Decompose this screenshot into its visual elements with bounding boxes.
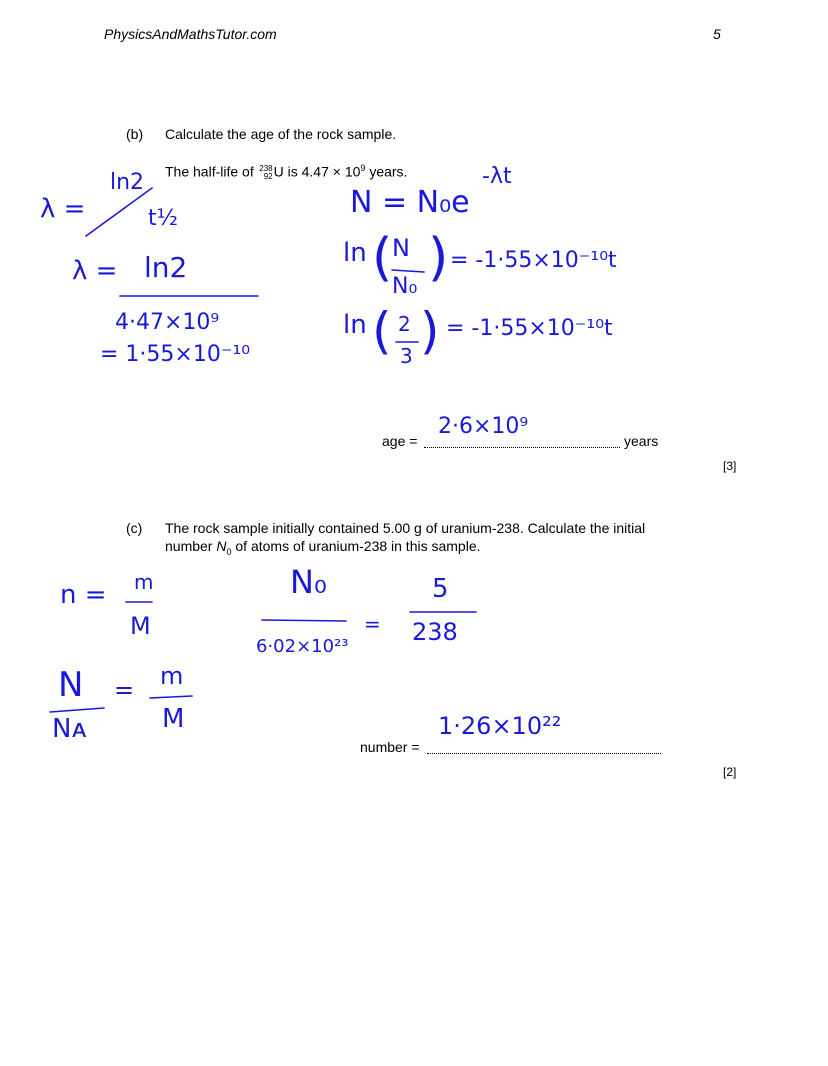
hw-calc-eq: = [364, 612, 381, 636]
number-label: number = [360, 739, 420, 755]
hw-N-eq-den: Nᴀ [52, 714, 87, 744]
hw-log-paren-close: ) [428, 228, 449, 288]
part-c-marks: [2] [723, 765, 737, 779]
hw-n-eq-lhs: n = [60, 580, 107, 610]
halflife-prefix: The half-life of [165, 163, 254, 180]
hw-N-eq-num: N [58, 665, 84, 705]
hw-log-paren-open: ( [372, 228, 393, 288]
hw-logsub-lhs: ln [343, 310, 367, 340]
age-label: age = [382, 433, 418, 449]
part-c-label: (c) [126, 520, 143, 536]
hw-calc-rnum: 5 [432, 574, 449, 604]
hw-logsub-num: 2 [398, 312, 411, 336]
part-b-question: Calculate the age of the rock sample. [165, 126, 397, 142]
hw-fraction-line-N-right [150, 696, 192, 698]
hw-age-answer: 2·6×10⁹ [438, 414, 529, 439]
hw-n-eq-num: m [134, 570, 154, 594]
part-c-q2-sub: 0 [226, 546, 232, 557]
hw-logsub-paren-close: ) [420, 302, 440, 360]
hw-log-lhs: ln [343, 238, 367, 268]
nuclide-atomic: 92 [263, 171, 273, 181]
hw-lambda2-num: ln2 [144, 251, 188, 284]
hw-fraction-line-lambda-def [86, 188, 152, 236]
hw-lambda-def-lhs: λ = [40, 194, 86, 224]
hw-fraction-line-calc [262, 620, 346, 621]
hw-lambda2-den: 4·47×10⁹ [115, 310, 220, 335]
hw-logsub-den: 3 [400, 344, 413, 368]
part-b-marks: [3] [723, 459, 737, 473]
hw-N-eq-rnum: m [160, 662, 184, 690]
part-c-question-line1: The rock sample initially contained 5.00 g of uranium-238. Calculate the initial [165, 520, 646, 536]
hw-n-eq-den: M [130, 612, 151, 640]
hw-decay-exp: -λt [482, 164, 512, 189]
hw-calc-den: 6·02×10²³ [256, 636, 349, 657]
part-c-q2-prefix: number [165, 538, 213, 554]
page-number: 5 [713, 26, 721, 42]
hw-lambda-def-num: ln2 [110, 170, 145, 195]
site-header: PhysicsAndMathsTutor.com [104, 26, 277, 42]
hw-calc-rden: 238 [412, 618, 458, 646]
nuclide-symbol: U [273, 163, 284, 180]
hw-lambda2-lhs: λ = [72, 256, 118, 286]
hw-number-answer: 1·26×10²² [438, 712, 562, 740]
hw-lambda-def-den: t½ [148, 206, 178, 231]
part-c-q2-suffix: of atoms of uranium-238 in this sample. [235, 538, 481, 554]
hw-lambda2-result: = 1·55×10⁻¹⁰ [100, 342, 251, 367]
hw-log-rhs: = -1·55×10⁻¹⁰t [450, 248, 617, 273]
halflife-exp: 9 [360, 163, 366, 173]
nuclide-mass: 238 [259, 163, 273, 173]
hw-N-eq-rden: M [162, 704, 185, 734]
hw-logsub-rhs: = -1·55×10⁻¹⁰t [446, 316, 613, 341]
hw-logsub-paren-open: ( [372, 302, 392, 360]
age-unit: years [624, 433, 659, 449]
hw-fraction-line-N [50, 708, 104, 712]
hw-log-frac-den: N₀ [392, 274, 418, 299]
hw-fraction-line-log [392, 270, 424, 272]
hw-log-frac-num: N [392, 234, 410, 262]
halflife-value: is 4.47 × 10 [287, 163, 361, 180]
hw-decay-eq: N = N₀e [350, 185, 470, 220]
hw-N-eq-mid: = [114, 676, 135, 704]
hw-calc-num: N₀ [290, 563, 327, 601]
part-b-label: (b) [126, 126, 144, 142]
halflife-suffix: years. [369, 163, 408, 180]
part-c-q2-var: N [216, 538, 227, 554]
